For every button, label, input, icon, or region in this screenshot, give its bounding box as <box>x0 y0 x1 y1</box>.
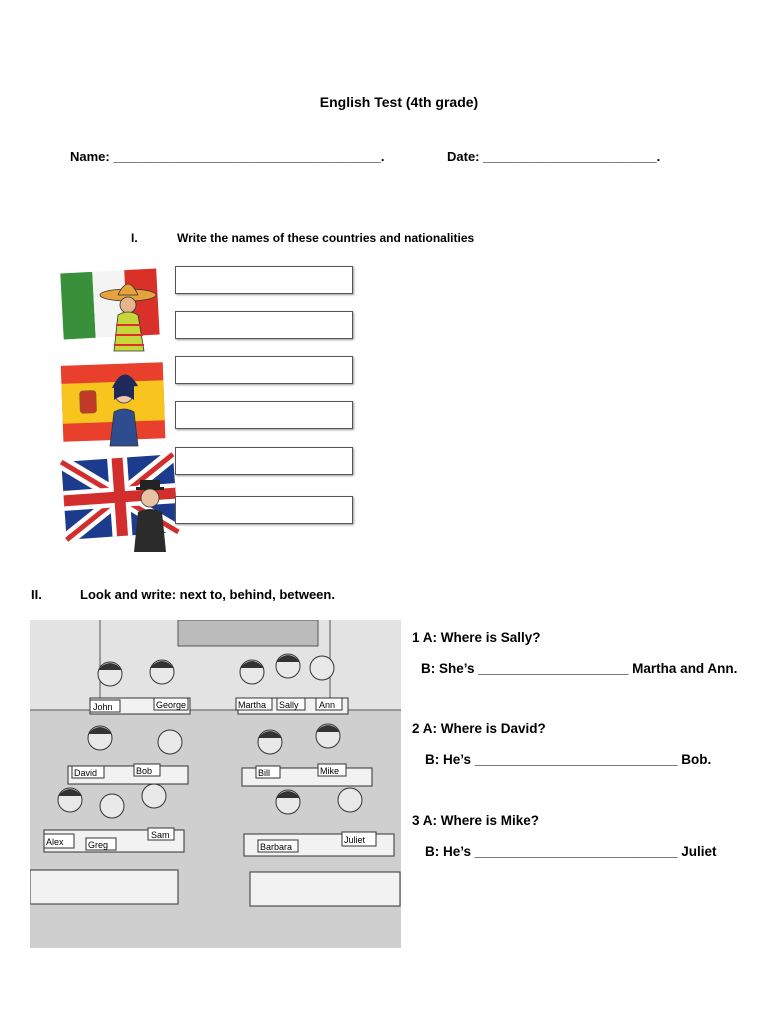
answer-box-2[interactable] <box>175 311 353 339</box>
nametag-bill <box>256 766 280 778</box>
date-field[interactable]: Date: ________________________. <box>447 149 661 164</box>
question-3: 3 A: Where is Mike? <box>412 813 540 828</box>
answer-box-1[interactable] <box>175 266 353 294</box>
nametag-greg-text: Greg <box>88 840 109 850</box>
nametag-martha <box>236 698 272 710</box>
answer-2[interactable]: B: He’s ___________________________ Bob. <box>425 752 712 767</box>
nametag-sally-text: Sally <box>279 700 299 710</box>
answer-box-3[interactable] <box>175 356 353 384</box>
answer-box-4[interactable] <box>175 401 353 429</box>
nametag-alex <box>44 834 74 848</box>
answer-box-5[interactable] <box>175 447 353 475</box>
uk-flag <box>60 450 182 552</box>
spain-flag <box>60 356 168 448</box>
nametag-george-text: George <box>156 700 187 710</box>
nametag-ann <box>316 698 342 710</box>
nametag-john-text: John <box>93 702 113 712</box>
question-1: 1 A: Where is Sally? <box>412 630 541 645</box>
nametag-mike <box>318 764 346 776</box>
nametag-juliet <box>342 832 376 846</box>
section-1-instruction: Write the names of these countries and nationalities <box>177 231 475 245</box>
page-title: English Test (4th grade) <box>319 94 479 110</box>
nametag-bob <box>134 764 160 776</box>
nametag-sally <box>277 698 305 710</box>
nametag-david <box>72 766 104 778</box>
nametag-barbara <box>258 840 298 852</box>
nametag-bob-text: Bob <box>136 766 153 776</box>
nametag-barbara-text: Barbara <box>260 842 293 852</box>
nametag-juliet-text: Juliet <box>344 835 366 845</box>
nametag-ann-text: Ann <box>319 700 336 710</box>
answer-3[interactable]: B: He’s ___________________________ Juliet <box>425 844 717 859</box>
mexico-flag <box>60 265 160 353</box>
nametag-alex-text: Alex <box>46 837 64 847</box>
nametag-george <box>154 698 188 710</box>
nametag-greg <box>86 838 116 850</box>
section-1-number: I. <box>131 231 138 245</box>
answer-1[interactable]: B: She’s ____________________ Martha and Ann. <box>421 661 738 676</box>
question-2: 2 A: Where is David? <box>412 721 546 736</box>
nametag-david-text: David <box>74 768 98 778</box>
nametag-sam <box>148 828 174 840</box>
nametag-mike-text: Mike <box>320 766 340 776</box>
name-field[interactable]: Name: _____________________________________. <box>70 149 385 164</box>
nametag-martha-text: Martha <box>238 700 267 710</box>
nametag-bill-text: Bill <box>258 768 271 778</box>
nametag-john <box>90 700 120 712</box>
section-2-instruction: Look and write: next to, behind, between. <box>80 587 335 602</box>
answer-box-6[interactable] <box>175 496 353 524</box>
section-2-number: II. <box>31 587 42 602</box>
classroom-illustration <box>30 620 401 948</box>
nametag-sam-text: Sam <box>151 830 170 840</box>
